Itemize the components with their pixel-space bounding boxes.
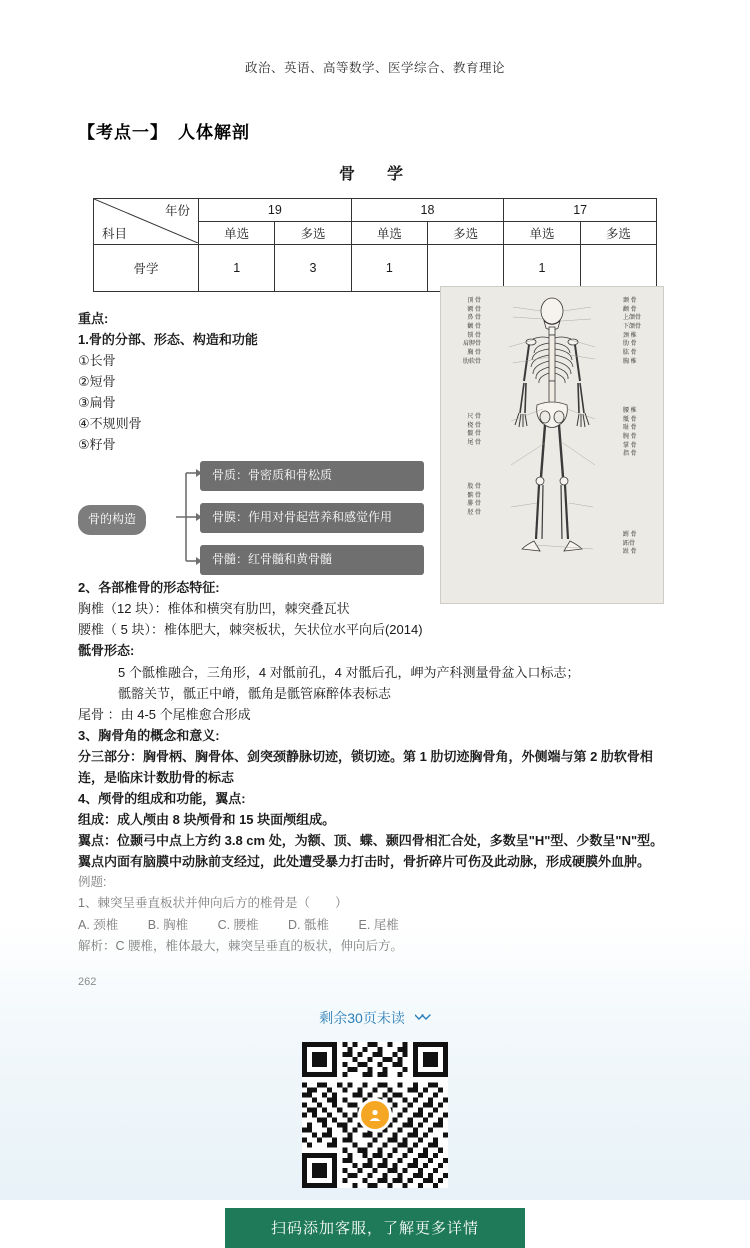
example-label: 例题: xyxy=(78,874,107,889)
chevron-down-icon xyxy=(415,1011,431,1026)
point-4-title: 4、颅骨的组成和功能，翼点: xyxy=(78,790,246,806)
table-corner-cell xyxy=(94,199,199,245)
option-a: A. 颈椎 xyxy=(78,917,119,932)
point-2-line-0: 胸椎（12 块）：椎体和横突有肋凹，棘突叠瓦状 xyxy=(78,601,350,617)
cell-4: 1 xyxy=(504,245,580,292)
cell-5 xyxy=(580,245,656,292)
flow-root-label: 骨的构造 xyxy=(78,505,146,534)
table-row xyxy=(94,199,657,222)
point-3-title: 3、胸骨角的概念和意义: xyxy=(78,727,220,743)
skeleton-labels-right-low: 跗 骨 跖骨 趾 骨 xyxy=(623,532,637,556)
bone-type-1: ②短骨 xyxy=(78,374,116,390)
qr-center-avatar-icon xyxy=(358,1098,392,1132)
flow-item-2: 骨髓：红骨髓和黄骨髓 xyxy=(200,545,424,574)
bone-type-3: ④不规则骨 xyxy=(78,416,142,432)
sacrum-line-0: 5 个骶椎融合，三角形，4 对骶前孔，4 对骶后孔，岬为产科测量骨盆入口标志； xyxy=(118,664,580,680)
option-d: D. 骶椎 xyxy=(288,917,330,932)
bone-type-4: ⑤籽骨 xyxy=(78,437,116,453)
point-3-line-1: 连，是临床计数肋骨的标志 xyxy=(78,769,235,785)
skeleton-labels-right-mid: 腰 椎 骶 骨 耻 骨 腕 骨 掌 骨 指 骨 xyxy=(623,408,637,458)
option-b: B. 胸椎 xyxy=(147,917,189,932)
year-header-1: 18 xyxy=(351,199,504,222)
stat-table xyxy=(93,198,657,292)
subheader-2: 单选 xyxy=(351,222,427,245)
subheader-4: 单选 xyxy=(504,222,580,245)
subheader-1: 多选 xyxy=(275,222,351,245)
read-more-prompt[interactable] xyxy=(0,1008,750,1028)
contact-service-button[interactable]: 扫码添加客服，了解更多详情 xyxy=(225,1208,525,1248)
option-e: E. 尾椎 xyxy=(358,917,399,932)
kaodian-label: 【考点一】 xyxy=(78,123,168,142)
skeleton-labels-left-mid: 尺 骨 桡 骨 髋 骨 尾 骨 xyxy=(467,414,481,447)
corner-subject-label: 科目 xyxy=(102,227,128,241)
read-more-label: 剩余30页未读 xyxy=(319,1009,405,1026)
example-question: 1、棘突呈垂直板状并伸向后方的椎骨是（ ） xyxy=(78,896,348,911)
point-2-title: 2、各部椎骨的形态特征: xyxy=(78,580,220,596)
bone-structure-flowchart xyxy=(78,461,672,577)
cell-1: 3 xyxy=(275,245,351,292)
point-4-line-1: 翼点内面有脑膜中动脉前支经过，此处遭受暴力打击时，骨折碎片可伤及此动脉，形成硬膜外血肿。 xyxy=(78,853,651,869)
year-header-0: 19 xyxy=(199,199,352,222)
kaodian-title: 人体解剖 xyxy=(178,123,250,142)
option-c: C. 腰椎 xyxy=(217,917,259,932)
example-block xyxy=(78,872,672,958)
skeleton-labels-left-low: 股 骨 髌 骨 腓 骨 胫 骨 xyxy=(467,484,481,517)
document-body xyxy=(0,308,750,958)
qr-code[interactable] xyxy=(302,1042,448,1188)
point-4-line-0: 翼点：位颞弓中点上方约 3.8 cm 处，为额、顶、蝶、颞四骨相汇合处，多数呈"H"型、少数呈"N"型。 xyxy=(78,832,664,848)
skeleton-labels-right-top: 颞 骨 颧 骨 上颌骨 下颌骨 颈 椎 肋 骨 肱 骨 胸 椎 xyxy=(623,298,642,365)
cell-3 xyxy=(427,245,503,292)
header-note: 政治、英语、高等数学、医学综合、教育理论 xyxy=(244,61,505,75)
cell-0: 1 xyxy=(199,245,275,292)
page-title xyxy=(0,118,750,143)
coccyx-line: 尾骨 ：由 4-5 个尾椎愈合形成 xyxy=(78,706,251,722)
point-1-title: 1.骨的分部、形态、构造和功能 xyxy=(78,332,258,348)
section-title: 骨 学 xyxy=(338,166,411,183)
bone-type-0: ①长骨 xyxy=(78,353,116,369)
example-answer: 解析：C 腰椎，椎体最大，棘突呈垂直的板状，伸向后方。 xyxy=(78,939,404,954)
flow-item-0: 骨质：骨密质和骨松质 xyxy=(200,461,424,490)
point-2-line-1: 腰椎（ 5 块）：椎体肥大，棘突板状，矢状位水平向后(2014) xyxy=(78,622,423,638)
key-points-label: 重点: xyxy=(78,311,109,326)
table-row xyxy=(94,245,657,292)
flow-item-1: 骨膜：作用对骨起营养和感觉作用 xyxy=(200,503,424,532)
sacrum-title: 骶骨形态: xyxy=(78,643,135,659)
cell-2: 1 xyxy=(351,245,427,292)
point-3-line-0: 分三部分：胸骨柄、胸骨体、剑突颈静脉切迹，锁切迹。第 1 肋切迹胸骨角，外侧端与第 2 肋软骨相 xyxy=(78,748,653,764)
row-label-guxue: 骨学 xyxy=(94,245,199,292)
subheader-5: 多选 xyxy=(580,222,656,245)
example-options xyxy=(78,915,672,937)
corner-year-label: 年份 xyxy=(164,204,190,218)
subheader-3: 多选 xyxy=(427,222,503,245)
stat-table-wrapper xyxy=(93,198,657,292)
point-4-compose: 组成：成人颅由 8 块颅骨和 15 块面颅组成。 xyxy=(78,811,336,827)
sacrum-line-1: 骶髂关节，骶正中嵴，骶角是骶管麻醉体表标志 xyxy=(118,685,392,701)
bone-type-2: ③扁骨 xyxy=(78,395,116,411)
skeleton-labels-left-top: 顶 骨 额 骨 鼻 骨 颧 骨 锁 骨 肩胛骨 胸 骨 肋软骨 xyxy=(462,298,481,365)
page-number: 262 xyxy=(78,975,97,988)
year-header-2: 17 xyxy=(504,199,657,222)
subheader-0: 单选 xyxy=(199,222,275,245)
